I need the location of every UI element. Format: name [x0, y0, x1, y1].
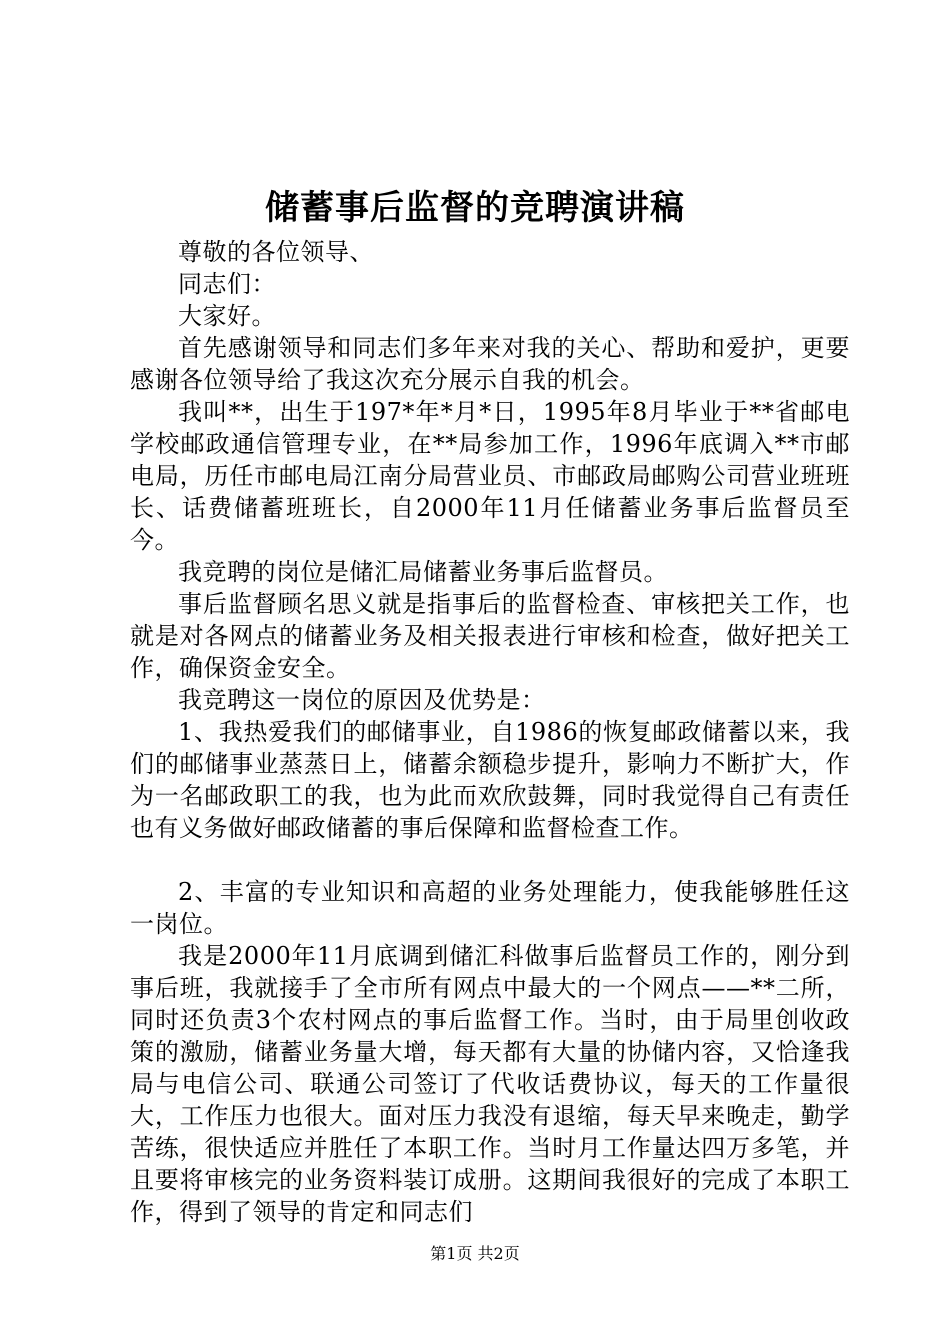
- paragraph-greeting: 大家好。: [178, 302, 276, 330]
- paragraph-position: 我竞聘的岗位是储汇局储蓄业务事后监督员。: [178, 558, 668, 586]
- page-footer: 第1页 共2页: [430, 1244, 520, 1263]
- document-title: 储蓄事后监督的竞聘演讲稿: [265, 188, 685, 228]
- paragraph-salutation-1: 尊敬的各位领导、: [178, 238, 374, 266]
- document-body: [130, 236, 850, 1228]
- paragraph-reasons-heading: 我竞聘这一岗位的原因及优势是：: [178, 686, 546, 714]
- paragraph-reason-1: 1、我热爱我们的邮储事业，自1986的恢复邮政储蓄以来，我们的邮储事业蒸蒸日上，储蓄余额稳步提升，影响力不断扩大，作为一名邮政职工的我，也为此而欢欣鼓舞，同时我觉得自己有责任也有义务做好邮政储蓄的事后保障和监督检查工作。: [130, 718, 850, 842]
- paragraph-experience: 我是2000年11月底调到储汇科做事后监督员工作的，刚分到事后班，我就接手了全市所有网点中最大的一个网点——**二所，同时还负责3个农村网点的事后监督工作。当时，由于局里创收政策的激励，储蓄业务量大增，每天都有大量的协储内容，又恰逢我局与电信公司、联通公司签订了代收话费协议，每天的工作量很大，工作压力也很大。面对压力我没有退缩，每天早来晚走，勤学苦练，很快适应并胜任了本职工作。当时月工作量达四万多笔，并且要将审核完的业务资料装订成册。这期间我很好的完成了本职工作，得到了领导的肯定和同志们: [130, 942, 850, 1226]
- paragraph-reason-2: 2、丰富的专业知识和高超的业务处理能力，使我能够胜任这一岗位。: [130, 878, 850, 938]
- paragraph-self-intro: 我叫**，出生于197*年*月*日，1995年8月毕业于**省邮电学校邮政通信管理专业，在**局参加工作，1996年底调入**市邮电局，历任市邮电局江南分局营业员、市邮政局邮购公司营业班班长、话费储蓄班班长，自2000年11月任储蓄业务事后监督员至今。: [130, 398, 850, 554]
- paragraph-definition: 事后监督顾名思义就是指事后的监督检查、审核把关工作，也就是对各网点的储蓄业务及相关报表进行审核和检查，做好把关工作，确保资金安全。: [130, 590, 850, 682]
- paragraph-thanks: 首先感谢领导和同志们多年来对我的关心、帮助和爱护，更要感谢各位领导给了我这次充分展示自我的机会。: [130, 334, 850, 394]
- paragraph-salutation-2: 同志们：: [178, 270, 276, 298]
